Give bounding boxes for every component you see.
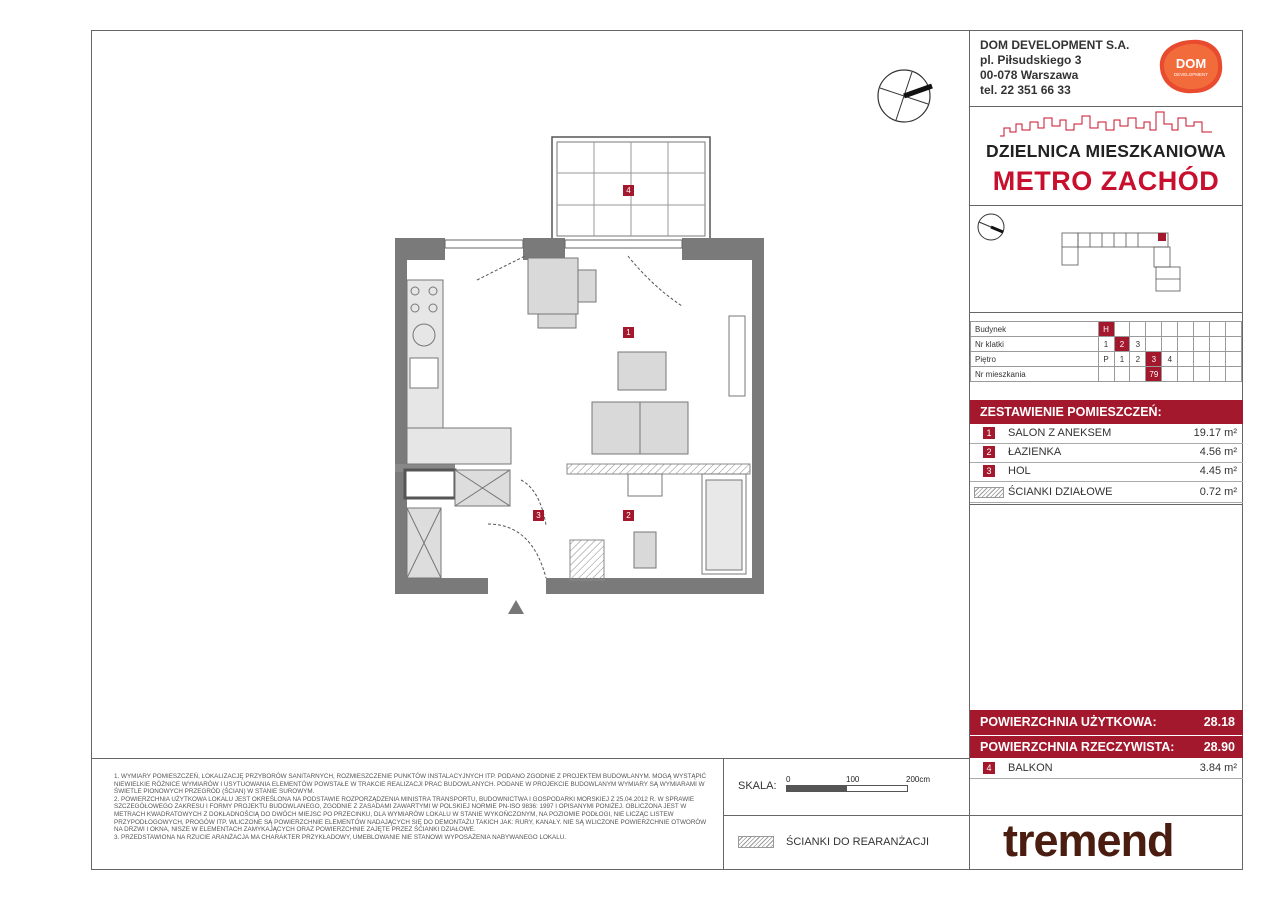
room-area: 19.17 m² [1193, 427, 1237, 439]
sidebar-line [969, 312, 1243, 313]
info-grid-row [971, 352, 1242, 367]
info-grid-cell: 2 [1130, 352, 1146, 367]
info-grid-cell [1130, 322, 1146, 337]
info-grid-cell [1210, 322, 1226, 337]
footer-legend-divider [723, 815, 970, 816]
scale-bar-dark [786, 785, 848, 792]
info-grid-cell [1194, 352, 1210, 367]
info-grid-cell: 3 [1146, 352, 1162, 367]
info-grid-cell [1178, 352, 1194, 367]
info-grid-cell [1178, 367, 1194, 382]
info-grid-row [971, 322, 1242, 337]
building-site-map [1060, 225, 1188, 295]
info-grid-cell [1114, 322, 1130, 337]
info-grid-cell [1194, 322, 1210, 337]
info-grid-cell [1225, 322, 1241, 337]
info-grid-cell [1210, 352, 1226, 367]
info-grid-label: Nr klatki [971, 337, 1099, 352]
dom-development-logo [1158, 38, 1224, 94]
room-number: 3 [983, 465, 995, 477]
real-area-value: 28.90 [1203, 740, 1235, 754]
footer-col-divider [723, 758, 724, 870]
partition-wall [567, 464, 750, 474]
info-grid-row [971, 367, 1242, 382]
logo-text-dom: DOM [1175, 56, 1207, 71]
info-grid-cell [1225, 367, 1241, 382]
estate-subtitle: DZIELNICA MIESZKANIOWA [986, 141, 1226, 161]
kitchen [405, 280, 511, 578]
footer-divider [91, 758, 970, 759]
scale-tick-100: 100 [846, 775, 860, 784]
partitions-row [970, 483, 1243, 503]
sidebar-line [969, 106, 1243, 107]
info-grid-cell: 79 [1146, 367, 1162, 382]
company-address: pl. Piłsudskiego 3 [980, 53, 1082, 67]
apartment-info-grid [970, 321, 1242, 382]
note-3: 3. PRZEDSTAWIONA NA RZUCIE ARANŻACJA MA CHARAKTER PRZYKŁADOWY, UMEBLOWANIE NIE STANOWI WYPOSAŻENIA NABYWANEGO LOKALU. [114, 833, 567, 841]
company-city: 00-078 Warszawa [980, 68, 1079, 82]
info-grid-cell [1194, 337, 1210, 352]
plan-label-salon: 1 [623, 327, 634, 338]
info-grid-cell [1130, 367, 1146, 382]
info-grid-label: Piętro [971, 352, 1099, 367]
furniture [528, 258, 746, 574]
rooms-header: ZESTAWIENIE POMIESZCZEŃ: [970, 400, 1243, 424]
room-name: SALON Z ANEKSEM [1008, 427, 1112, 439]
info-grid-label: Budynek [971, 322, 1099, 337]
north-compass-icon [874, 66, 934, 126]
floor-plan [390, 130, 770, 620]
plan-label-balcony: 4 [623, 185, 634, 196]
info-grid-cell [1225, 352, 1241, 367]
company-info [980, 38, 1129, 98]
sidebar-line [969, 205, 1243, 206]
legal-notes [114, 773, 714, 841]
info-grid-cell [1178, 322, 1194, 337]
rearrange-legend-label: ŚCIANKI DO REARANŻACJI [786, 836, 930, 848]
logo-text-development: DEVELOPMENT [1173, 72, 1209, 77]
tremend-logo: tremend [1003, 815, 1174, 866]
rearrange-hatch-swatch [738, 836, 774, 848]
balcony-name: BALKON [1008, 762, 1053, 774]
info-grid-row [971, 337, 1242, 352]
info-grid-cell [1162, 337, 1178, 352]
real-area-bar [970, 736, 1243, 758]
note-2: 2. POWIERZCHNIA UŻYTKOWA LOKALU JEST OKREŚLONA NA PODSTAWIE ROZPORZĄDZENIA MINISTRA TRANSPORTU, BUDOWNICTWA I GOSPODARKI MORSKIEJ Z 25.04.2012 R. W SPRAWIE SZCZEGÓŁOWEGO ZAKRESU I FORMY PROJEKTU BUDOWLANEGO, ZGODNIE Z ZASADAMI ZAWARTYMI W POLSKIEJ NORMIE PN-ISO 9836: 1997 I OPISANYMI PONIŻEJ. OBLICZONA JEST W METRACH KWADRATOWYCH Z DOKŁADNOŚCIĄ DO DWÓCH MIEJSC PO PRZECINKU, DLA WYMIARÓW LOKALU W STANIE WYKOŃCZONYM, NA POZIOMIE PODŁOGI, NIE LICZĄC LISTEW PRZYPODŁOGOWYCH, PROGÓW ITP. WLICZONE SĄ POWIERZCHNIE ELEMENTÓW NADAJĄCYCH SIĘ DO DEMONTAŻU TAKICH JAK: RURY, KANAŁY. NIE SĄ WLICZONE POWIERZCHNIE OTWORÓW NA DRZWI I OKNA, NISZE W ELEMENTACH ZAMYKAJĄCYCH ORAZ POWIERZCHNIE ZAJĘTE PRZEZ ŚCIANKI DZIAŁOWE. [114, 795, 707, 834]
info-grid-cell [1162, 367, 1178, 382]
note-1: 1. WYMIARY POMIESZCZEŃ, LOKALIZACJĘ PRZYBORÓW SANITARNYCH, ROZMIESZCZENIE PUNKTÓW INSTALACYJNYCH ITP. PODANO ZGODNIE Z PROJEKTEM BUDOWLANYM. MOGĄ WYSTĄPIĆ NIEWIELKIE RÓŻNICE WYMIARÓW I USYTUOWANIA ELEMENTÓW POWSTAŁE W TRAKCIE REALIZACJI PRAC BUDOWLANYCH. PODANE W PROJEKCIE BUDOWLANYM WYMIARY SĄ WYMIARAMI W ŚWIETLE PIONOWYCH PRZEGRÓD (ŚCIAN) W STANIE SUROWYM. [114, 773, 707, 796]
scale-tick-200: 200cm [906, 775, 931, 784]
info-grid-cell [1146, 337, 1162, 352]
info-grid-cell [1225, 337, 1241, 352]
entrance-arrow-icon [508, 600, 524, 614]
info-grid-cell [1162, 322, 1178, 337]
partitions-name: ŚCIANKI DZIAŁOWE [1008, 486, 1113, 498]
room-name: HOL [1008, 465, 1031, 477]
company-phone: tel. 22 351 66 33 [980, 83, 1071, 97]
info-grid-cell [1178, 337, 1194, 352]
info-grid-cell: 1 [1114, 352, 1130, 367]
usable-area-label: POWIERZCHNIA UŻYTKOWA: [980, 715, 1157, 729]
room-number: 2 [983, 446, 995, 458]
info-grid-cell: H [1098, 322, 1114, 337]
room-area: 4.56 m² [1199, 446, 1237, 458]
real-area-label: POWIERZCHNIA RZECZYWISTA: [980, 740, 1175, 754]
room-row [970, 424, 1243, 444]
usable-area-bar [970, 710, 1243, 735]
plan-label-hall: 3 [533, 510, 544, 521]
info-grid-cell: 1 [1098, 337, 1114, 352]
partitions-area: 0.72 m² [1199, 486, 1237, 498]
estate-title: METRO ZACHÓD [992, 166, 1220, 196]
room-name: ŁAZIENKA [1008, 446, 1062, 458]
scale-label: SKALA: [738, 780, 777, 792]
usable-area-value: 28.18 [1203, 715, 1235, 729]
room-row [970, 443, 1243, 463]
scale-bar-light [846, 785, 908, 792]
info-grid-cell: 4 [1162, 352, 1178, 367]
info-grid-cell: P [1098, 352, 1114, 367]
company-name: DOM DEVELOPMENT S.A. [980, 38, 1130, 52]
info-grid-cell [1194, 367, 1210, 382]
info-grid-cell: 3 [1130, 337, 1146, 352]
info-grid-cell [1098, 367, 1114, 382]
compass-small-icon [976, 212, 1006, 242]
info-grid-label: Nr mieszkania [971, 367, 1099, 382]
hatch-swatch [974, 487, 1004, 498]
scale-tick-0: 0 [786, 775, 791, 784]
info-grid-cell [1146, 322, 1162, 337]
balcony-number: 4 [983, 762, 995, 774]
info-grid-cell [1114, 367, 1130, 382]
balcony-area: 3.84 m² [1199, 762, 1237, 774]
sidebar-line [969, 504, 1243, 505]
info-grid-cell [1210, 367, 1226, 382]
plan-label-bathroom: 2 [623, 510, 634, 521]
room-area: 4.45 m² [1199, 465, 1237, 477]
room-row [970, 462, 1243, 482]
balcony-row [970, 759, 1243, 779]
skyline-icon [1000, 110, 1212, 138]
info-grid-cell: 2 [1114, 337, 1130, 352]
info-grid-cell [1210, 337, 1226, 352]
room-number: 1 [983, 427, 995, 439]
partition-wall [570, 540, 604, 580]
